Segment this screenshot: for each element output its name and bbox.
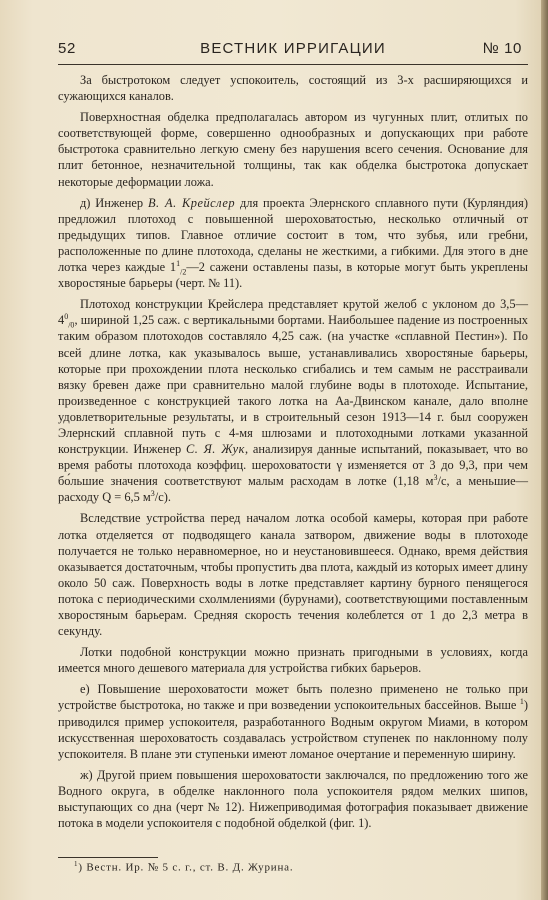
paragraph-4-text-e: /с). bbox=[154, 490, 171, 505]
percent-sign-bottom: /0 bbox=[68, 320, 75, 330]
article-body bbox=[58, 72, 528, 831]
cubic-exponent-1: 3 bbox=[433, 473, 438, 483]
author-name-kreisler: В. А. Крейслер bbox=[147, 195, 236, 210]
header-rule bbox=[58, 64, 528, 65]
running-header bbox=[58, 36, 528, 60]
footnote-text: ) Вестн. Ир. № 5 с. г., ст. В. Д. Журина. bbox=[78, 861, 294, 874]
paragraph-5: Вследствие устройства перед началом лотка особой камеры, которая при работе лотка отделяется от подводящего канала затвором, движение воды в плотоходе получается не только неравномерное, но и неустановившееся. Однако, время действия оказывается достаточным, чтобы пропустить два плота, каждый из которых имеет длину около 50 саж. Поверхность воды в лотке представляет картину бурного пенящегося потока с периодическими схолмлениями (бурунами), соответствующими поставленным хворостяным барьерам. Средняя скорость течения колеблется от 1 до 2,3 метра в секунду. bbox=[58, 511, 528, 639]
paragraph-6: Лотки подобной конструкции можно признать пригодными в условиях, когда имеется много дешевого материала для устройства гибких барьеров. bbox=[58, 645, 528, 676]
paragraph-4-text-b: , шириной 1,25 саж. с вертикальными бортами. Наибольшее падение из построенных таким образом плотоходов составляло 4,25 саж. (на участке «сплавной Пестин»). По всей длине лотка, как указывалось выше, устанавливались хворостяные барьеры, которые при прохождении плота несколько сгибались и тем самым не расстраивали вязку бревен даже при сравнительно малой глубине воды в плотоходе. Испытание, произведенное с конструкцией такого лотка на Аа-Двинском канале, дало вполне удовлетворительные результаты, и в строительный сезон 1913—14 г. был сооружен Элернский сплавной путь с 4-мя шлюзами и плотоходными лотками указанной конструкции. Инженер bbox=[58, 313, 528, 457]
paragraph-3-text-b: для проекта Элернского сплавного пути (Курляндия) предложил плотоход с повышенной шероховатостью, несколько отличный от предыдущих типов. Главное отличие состоит в том, что зубья, или гребни, расположенные по длине плотохода, сделаны не жесткими, а гибкими. Для этого в дне лотка через каждые 1 bbox=[58, 195, 528, 275]
percent-sign-top: 0 bbox=[64, 312, 69, 322]
footnote-rule bbox=[58, 857, 158, 858]
page-edge-shadow bbox=[541, 0, 548, 900]
paragraph-3-text-a: д) Инженер bbox=[80, 195, 148, 210]
paragraph-7-text-b: ) приводился пример успокоителя, разработанного Водным округом Миами, в котором искусственная шероховатость создавалась устройством ступенек по наклонному полу успокоителя. В плане эти ступеньки имеют ломаное очертание и переменную ширину. bbox=[58, 698, 528, 761]
paragraph-1: За быстротоком следует успокоитель, состоящий из 3-х расширяющихся и сужающихся каналов. bbox=[58, 73, 528, 104]
fraction-numerator: 1 bbox=[176, 258, 181, 268]
paragraph-4 bbox=[58, 296, 528, 505]
footnote-mark: 1 bbox=[74, 860, 79, 868]
paragraph-2: Поверхностная обделка предполагалась автором из чугунных плит, отлитых по соответствующей форме, совершенно однообразных и допускающих при работе быстротока сравнительно легкую смену без нарушения всего сечения. Основание для плит бетонное, незначительной толщины, так как обделка быстротока допускает некоторые деформации ложа. bbox=[58, 110, 528, 189]
paragraph-3 bbox=[58, 195, 528, 292]
footnote bbox=[74, 860, 514, 874]
paragraph-3-text-c: —2 сажени оставлены пазы, в которые могут быть укреплены хворостяные барьеры (черт. № 11). bbox=[58, 260, 528, 291]
paragraph-7-text-a: е) Повышение шероховатости может быть полезно применено не только при устройстве быстротока, но также и при возведении успокоительных бассейнов. Выше bbox=[58, 682, 528, 713]
paragraph-4-text-c: , анализируя данные испытаний, показывает, что во время работы плотохода коэффиц. шероховатости γ изменяется от 3 до 9,3, при чем бо́льшие значения соответствуют малым расходам в лотке (1,18 м bbox=[58, 442, 528, 489]
paragraph-8: ж) Другой прием повышения шероховатости заключался, по предложению того же Водного округа, в обделке наклонного пола успокоителя рядом мелких шипов, выступающих со дна (черт № 12). Нижеприводимая фотография показывает движение потока в модели успокоителя с подобной обделкой (фиг. 1). bbox=[58, 767, 528, 831]
journal-title: ВЕСТНИК ИРРИГАЦИИ bbox=[200, 40, 386, 57]
issue-number: № 10 bbox=[482, 40, 522, 57]
footnote-reference: 1 bbox=[519, 697, 524, 707]
cubic-exponent-2: 3 bbox=[150, 489, 155, 499]
paragraph-4-text-a: Плотоход конструкции Крейслера представляет крутой желоб с уклоном до 3,5—4 bbox=[58, 297, 528, 328]
fraction-denominator: /2 bbox=[180, 267, 187, 277]
page-number: 52 bbox=[58, 40, 76, 57]
paragraph-4-text-d: /с, а меньшие—расходу Q = 6,5 м bbox=[58, 474, 529, 505]
author-name-zhuk: С. Я. Жук bbox=[185, 442, 245, 457]
paragraph-7 bbox=[58, 681, 528, 761]
